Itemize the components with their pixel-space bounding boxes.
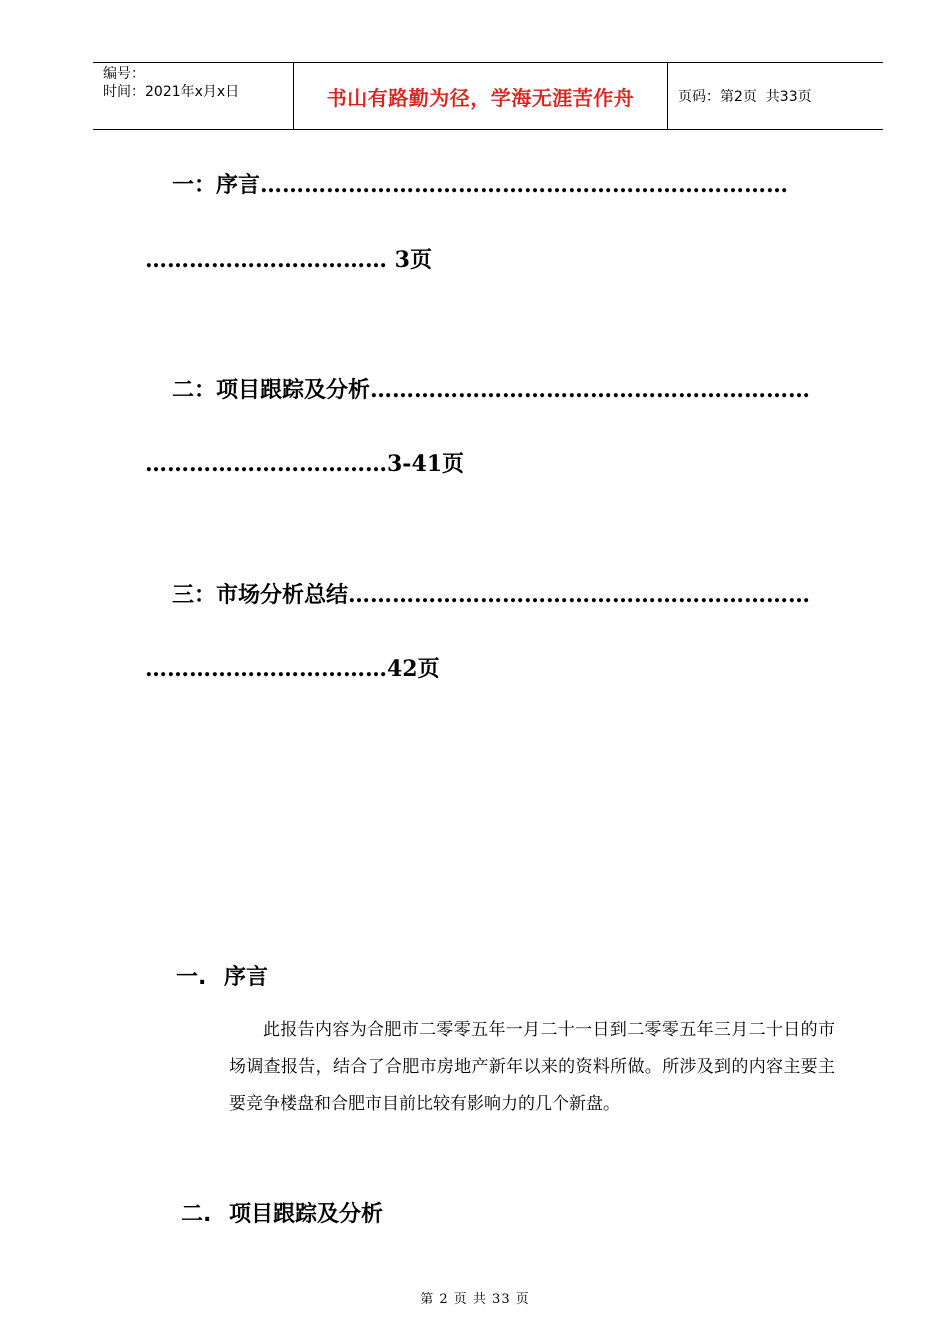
page-info-text: 页码：第2页 共33页	[678, 89, 812, 105]
code-label: 编号：	[103, 66, 145, 82]
page-footer: 第 2 页 共 33 页	[420, 1292, 530, 1307]
toc-leader-dots: ………………………………………………………………	[260, 172, 789, 198]
page-header	[93, 62, 883, 130]
toc-leader-dots: ……………………………………………………	[370, 377, 811, 403]
toc-entry-title: 三：市场分析总结	[172, 583, 349, 608]
section-title: 项目跟踪及分析	[229, 1202, 384, 1227]
toc-leader-dots: ……………………………	[145, 247, 387, 273]
section-number: 一.	[176, 965, 207, 990]
toc-page-number: 42页	[387, 656, 440, 682]
toc-page-number: 3-41页	[387, 451, 465, 477]
section-number: 二.	[181, 1202, 212, 1227]
toc-entry-2-line2	[145, 447, 464, 478]
header-meta	[93, 63, 294, 129]
section-title: 序言	[224, 965, 269, 990]
toc-entry-1-line1	[172, 168, 834, 199]
toc-entry-2-line1	[172, 373, 834, 404]
toc-entry-title: 二：项目跟踪及分析	[172, 378, 371, 403]
preface-paragraph: 此报告内容为合肥市二零零五年一月二十一日到二零零五年三月二十日的市场调查报告，结合了合肥市房地产新年以来的资料所做。所涉及到的内容主要主要竞争楼盘和合肥市目前比较有影响力的几个新盘。	[229, 1020, 835, 1114]
toc-entry-3-line1	[172, 578, 834, 609]
section-heading-preface	[176, 960, 268, 991]
toc-leader-dots: ………………………………………………………	[348, 582, 811, 608]
time-label: 时间：2021年x月x日	[103, 84, 240, 100]
header-motto: 书山有路勤为径，学海无涯苦作舟	[294, 63, 668, 129]
toc-page-number: 3页	[387, 247, 432, 273]
toc-entry-3-line2	[145, 652, 440, 683]
toc-entry-1-line2	[145, 243, 432, 274]
toc-leader-dots: ……………………………	[145, 656, 387, 682]
section-heading-tracking	[181, 1197, 383, 1228]
header-page-info	[668, 63, 883, 129]
toc-leader-dots: ……………………………	[145, 451, 387, 477]
toc-entry-title: 一：序言	[172, 173, 261, 198]
